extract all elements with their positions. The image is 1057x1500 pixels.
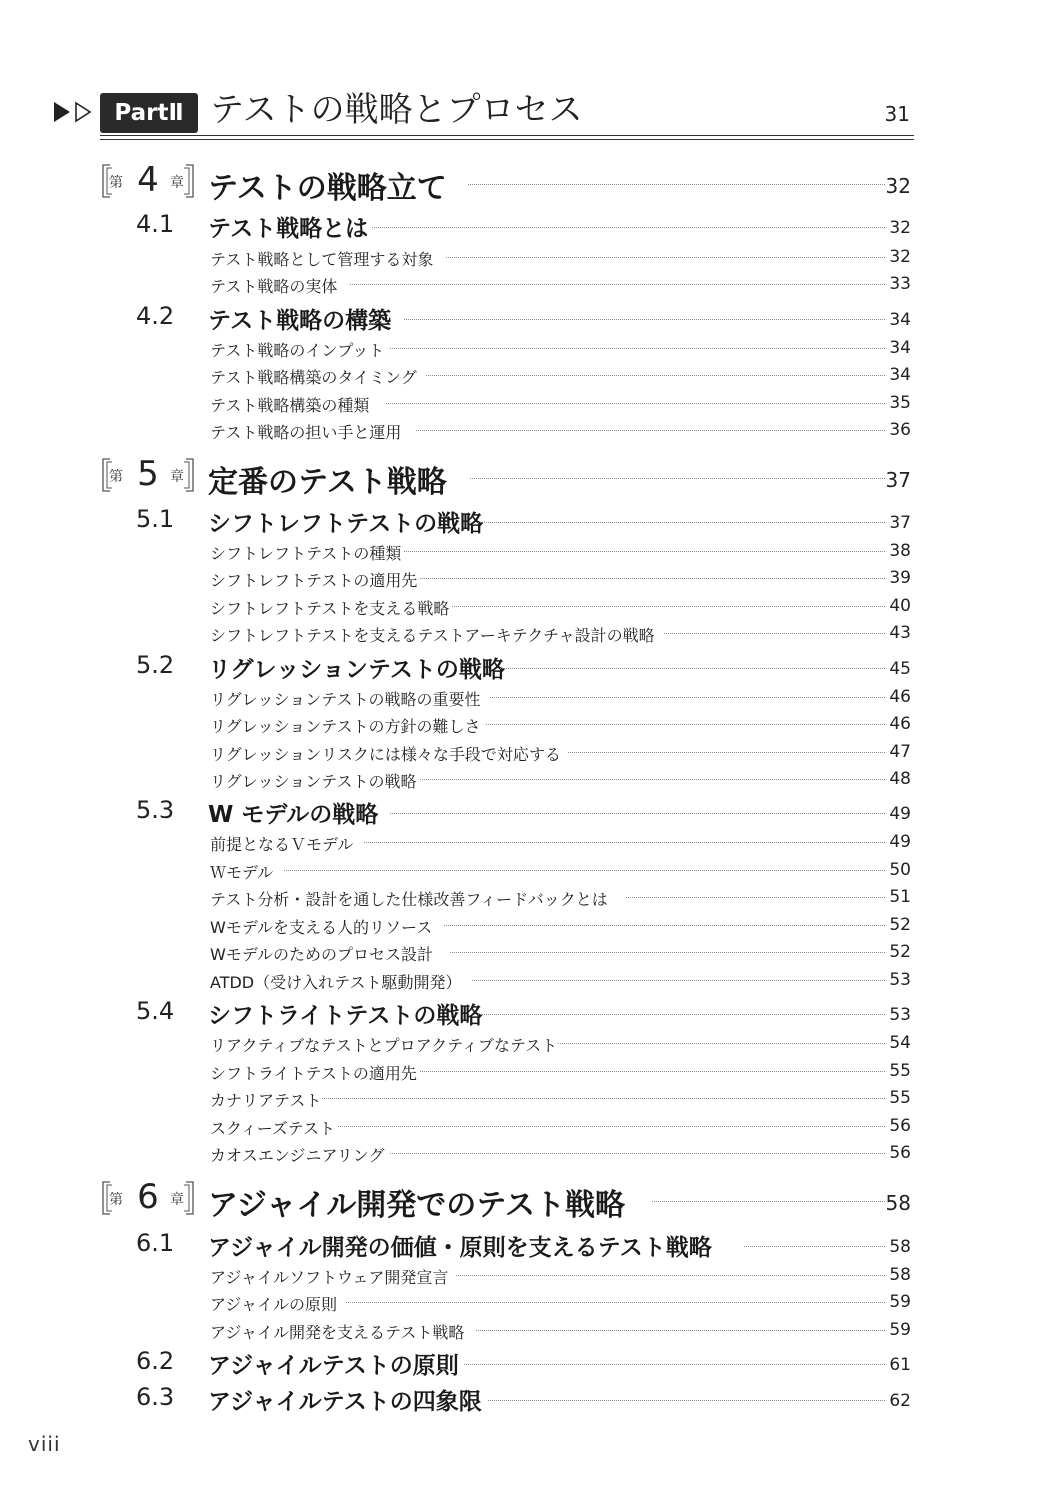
- dot-leader: [350, 284, 885, 285]
- subsection-title: リグレッションテストの方針の難しさ: [210, 717, 481, 736]
- dot-leader: [450, 952, 885, 953]
- dot-leader: [558, 1043, 885, 1044]
- dot-leader: [338, 1126, 885, 1127]
- section-title: W モデルの戦略: [208, 802, 379, 828]
- page-number: 54: [889, 1033, 911, 1053]
- dot-leader: [446, 257, 885, 258]
- section-title: テスト戦略とは: [208, 216, 369, 242]
- subsection-title: テスト戦略構築の種類: [210, 396, 370, 415]
- section-number: 5.1: [136, 505, 175, 533]
- part-header: [52, 88, 914, 136]
- page-number: 55: [889, 1061, 911, 1081]
- page-number: 37: [885, 468, 911, 492]
- page-number: 53: [889, 970, 911, 990]
- subsection-title: Ｗモデル: [210, 863, 274, 882]
- chapter-prefix: 第: [109, 1192, 123, 1208]
- subsection-title: ATDD（受け入れテスト駆動開発）: [210, 973, 462, 992]
- chapter-number: 4: [137, 160, 159, 200]
- page-number: 61: [889, 1355, 911, 1375]
- part-title: テストの戦略とプロセス: [210, 90, 583, 130]
- dot-leader: [568, 752, 885, 753]
- dot-leader: [420, 578, 885, 579]
- dot-leader: [322, 1098, 885, 1099]
- dot-leader: [390, 1153, 885, 1154]
- page-folio: viii: [28, 1432, 61, 1456]
- section-number: 6.2: [136, 1347, 175, 1375]
- page-number: 52: [889, 915, 911, 935]
- subsection-title: カオスエンジニアリング: [210, 1146, 385, 1165]
- subsection-title: Wモデルのためのプロセス設計: [210, 945, 434, 964]
- dot-leader: [404, 551, 885, 552]
- page-number: 43: [889, 623, 911, 643]
- dot-leader: [444, 925, 885, 926]
- page-number: 32: [889, 218, 911, 238]
- subsection-title: リアクティブなテストとプロアクティブなテスト: [210, 1036, 558, 1055]
- chapter-title: アジャイル開発でのテスト戦略: [208, 1188, 625, 1223]
- page-number: 32: [889, 247, 911, 267]
- chapter-number: 6: [137, 1177, 159, 1217]
- dot-leader: [500, 668, 885, 669]
- subsection-title: テスト戦略として管理する対象: [210, 250, 434, 269]
- subsection-title: テスト分析・設計を通した仕様改善フィードバックとは: [210, 890, 608, 909]
- page-number: 56: [889, 1116, 911, 1136]
- section-title: シフトレフトテストの戦略: [208, 511, 484, 537]
- page-number: 34: [889, 365, 911, 385]
- section-title: アジャイルテストの四象限: [208, 1389, 482, 1415]
- dot-leader: [744, 1246, 885, 1247]
- section-number: 6.1: [136, 1229, 175, 1257]
- part-rule: [100, 135, 914, 136]
- dot-leader: [464, 1364, 885, 1365]
- chapter-suffix: 章: [170, 469, 184, 485]
- page-number: 49: [889, 832, 911, 852]
- chapter-label: [100, 1177, 196, 1217]
- subsection-title: テスト戦略構築のタイミング: [210, 368, 417, 387]
- dot-leader: [346, 1302, 885, 1303]
- dot-leader: [486, 724, 885, 725]
- part-rule: [100, 139, 914, 140]
- subsection-title: リグレッションテストの戦略: [210, 772, 417, 791]
- dot-leader: [284, 870, 885, 871]
- dot-leader: [420, 1071, 885, 1072]
- part-badge: PartⅡ: [100, 93, 198, 133]
- subsection-title: スクィーズテスト: [210, 1119, 335, 1138]
- section-title: シフトライトテストの戦略: [208, 1003, 483, 1029]
- subsection-title: シフトレフトテストの適用先: [210, 571, 418, 590]
- dot-leader: [476, 1014, 885, 1015]
- dot-leader: [390, 813, 885, 814]
- dot-leader: [664, 633, 885, 634]
- section-title: アジャイルテストの原則: [208, 1353, 459, 1379]
- chapter-prefix: 第: [109, 469, 123, 485]
- chapter-suffix: 章: [170, 1192, 184, 1208]
- page-number: 36: [889, 420, 911, 440]
- page-number: 40: [889, 596, 911, 616]
- subsection-title: テスト戦略の実体: [210, 277, 338, 296]
- page-number: 62: [889, 1391, 911, 1411]
- dot-leader: [452, 606, 885, 607]
- subsection-title: カナリアテスト: [210, 1091, 322, 1110]
- subsection-title: アジャイルの原則: [210, 1295, 338, 1314]
- dot-leader: [490, 697, 885, 698]
- dot-leader: [404, 319, 885, 320]
- page-number: 39: [889, 568, 911, 588]
- dot-leader: [468, 184, 885, 185]
- dot-leader: [472, 980, 885, 981]
- dot-leader: [416, 430, 885, 431]
- subsection-title: アジャイル開発を支えるテスト戦略: [210, 1323, 465, 1342]
- dot-leader: [372, 227, 885, 228]
- page-number: 33: [889, 274, 911, 294]
- subsection-title: リグレッションテストの戦略の重要性: [210, 690, 481, 709]
- page-number: 45: [889, 659, 911, 679]
- subsection-title: シフトレフトテストを支える戦略: [210, 599, 450, 618]
- dot-leader: [390, 348, 885, 349]
- page-number: 58: [889, 1237, 911, 1257]
- page-number: 46: [889, 714, 911, 734]
- section-number: 5.2: [136, 651, 175, 679]
- page-number: 52: [889, 942, 911, 962]
- section-number: 5.3: [136, 796, 175, 824]
- subsection-title: Wモデルを支える人的リソース: [210, 918, 433, 937]
- chapter-label: [100, 454, 196, 494]
- dot-leader: [470, 478, 885, 479]
- chapter-number: 5: [137, 454, 159, 494]
- section-title: リグレッションテストの戦略: [208, 657, 505, 683]
- page-number: 32: [885, 174, 911, 198]
- section-number: 6.3: [136, 1383, 175, 1411]
- page-number: 58: [885, 1191, 911, 1215]
- chapter-title: テストの戦略立て: [208, 171, 447, 206]
- section-number: 4.1: [136, 210, 175, 238]
- page-number: 48: [889, 769, 911, 789]
- page-number: 51: [889, 887, 911, 907]
- dot-leader: [364, 842, 885, 843]
- dot-leader: [456, 1275, 885, 1276]
- page-number: 49: [889, 804, 911, 824]
- section-number: 4.2: [136, 302, 175, 330]
- subsection-title: テスト戦略の担い手と運用: [210, 423, 402, 442]
- dot-leader: [652, 1201, 885, 1202]
- subsection-title: リグレッションリスクには様々な手段で対応する: [210, 745, 561, 764]
- page-number: 50: [889, 860, 911, 880]
- page-number: 46: [889, 687, 911, 707]
- part-page-number: 31: [884, 102, 910, 126]
- subsection-title: シフトレフトテストを支えるテストアーキテクチャ設計の戦略: [210, 626, 655, 645]
- page-number: 34: [889, 310, 911, 330]
- page-number: 37: [889, 513, 911, 533]
- double-arrow-icon: [52, 100, 96, 124]
- page-number: 53: [889, 1005, 911, 1025]
- dot-leader: [420, 779, 885, 780]
- dot-leader: [488, 1400, 885, 1401]
- subsection-title: テスト戦略のインプット: [210, 341, 385, 360]
- dot-leader: [386, 403, 885, 404]
- page-number: 47: [889, 742, 911, 762]
- page-number: 38: [889, 541, 911, 561]
- dot-leader: [476, 1330, 885, 1331]
- subsection-title: シフトライトテストの適用先: [210, 1064, 417, 1083]
- chapter-prefix: 第: [109, 175, 123, 191]
- page-number: 55: [889, 1088, 911, 1108]
- subsection-title: シフトレフトテストの種類: [210, 544, 402, 563]
- page-number: 34: [889, 338, 911, 358]
- section-number: 5.4: [136, 997, 175, 1025]
- subsection-title: アジャイルソフトウェア開発宣言: [210, 1268, 449, 1287]
- page-number: 58: [889, 1265, 911, 1285]
- page-number: 59: [889, 1292, 911, 1312]
- section-title: テスト戦略の構築: [208, 308, 392, 334]
- subsection-title: 前提となるＶモデル: [210, 835, 354, 854]
- page-number: 35: [889, 393, 911, 413]
- chapter-label: [100, 160, 196, 200]
- page-number: 56: [889, 1143, 911, 1163]
- dot-leader: [426, 375, 885, 376]
- dot-leader: [478, 522, 885, 523]
- dot-leader: [626, 897, 885, 898]
- chapter-title: 定番のテスト戦略: [208, 465, 447, 500]
- page-number: 59: [889, 1320, 911, 1340]
- section-title: アジャイル開発の価値・原則を支えるテスト戦略: [208, 1235, 712, 1261]
- chapter-suffix: 章: [170, 175, 184, 191]
